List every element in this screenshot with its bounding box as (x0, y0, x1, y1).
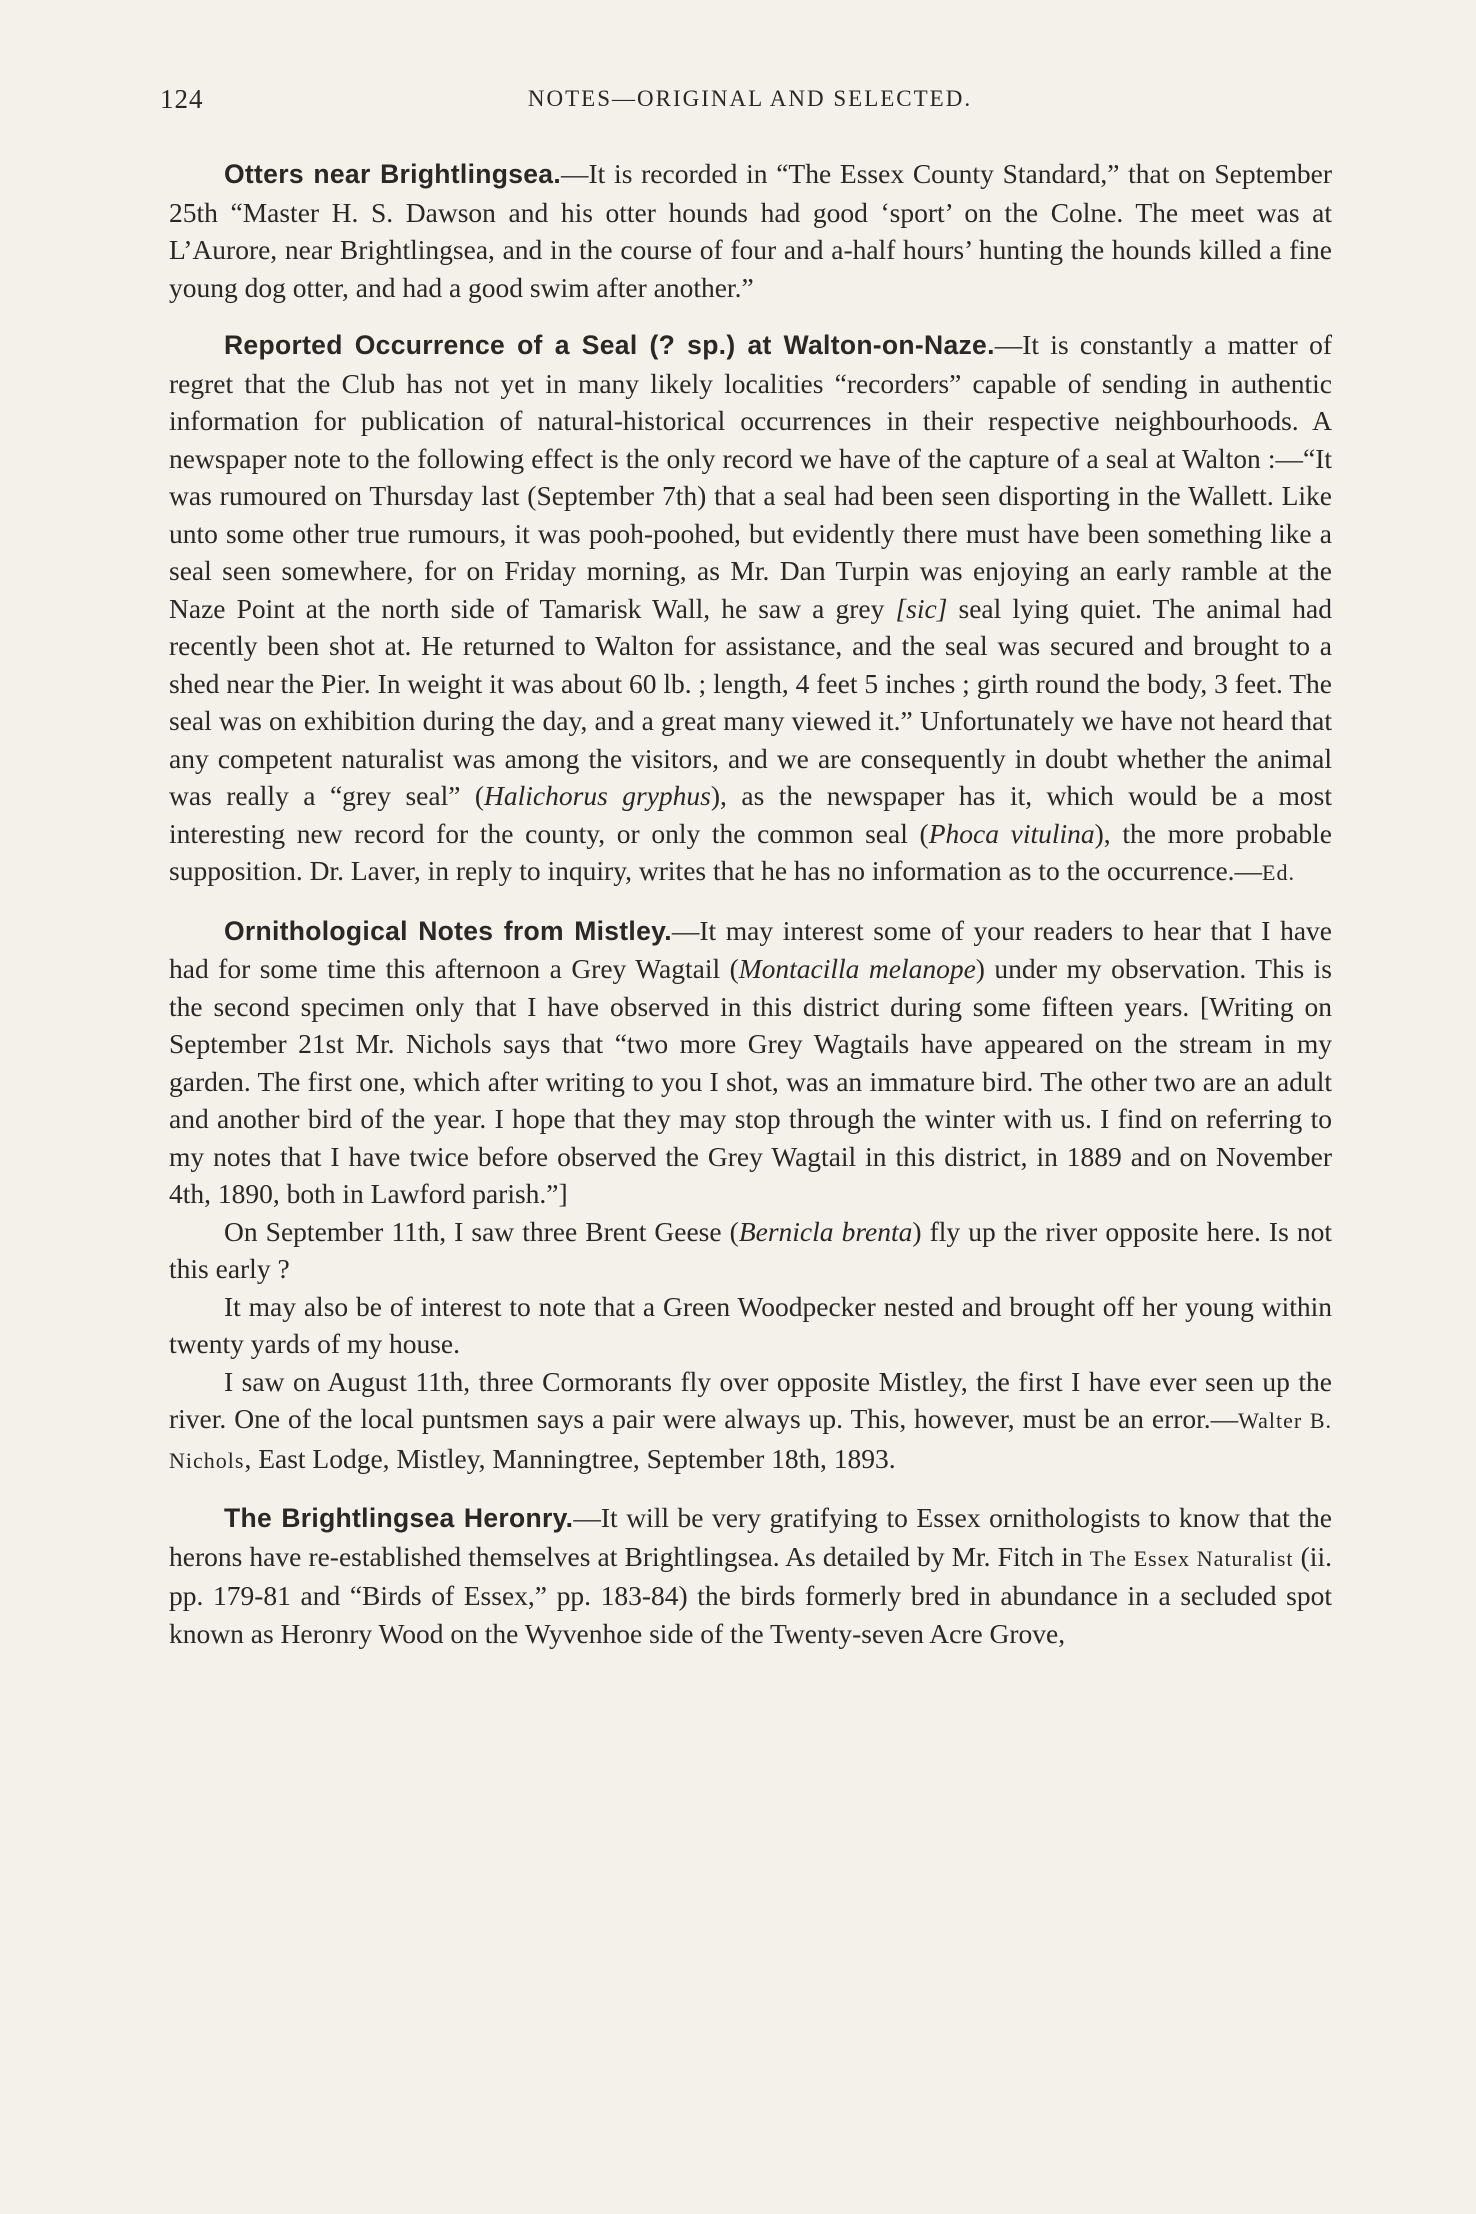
mistley-paragraph-4 (169, 1363, 1332, 1480)
species-grey-wagtail: Montacilla melanope (738, 953, 976, 984)
mistley-p4-text-2: , East Lodge, Mistley, Manningtree, September 18th, 1893. (244, 1442, 896, 1474)
seal-paragraph (169, 326, 1332, 892)
species-brent-geese: Bernicla brenta (738, 1215, 913, 1247)
mistley-p3-text: It may also be of interest to note that a Green Woodpecker nested and brought off her young within twenty yards of my house. (169, 1290, 1332, 1359)
mistley-p2-text-1: On September 11th, I saw three Brent Geese ( (224, 1215, 739, 1247)
mistley-p1-text-2: ) under my observation. This is the second specimen only that I have observed in this district during some fifteen years. [Writing on September 21st Mr. Nichols says that “two more Grey Wagtails have appeared on the stream in my garden. The first one, which after writing to you I shot, was an immature bird. The other two are an adult and another bird of the year. I hope that they may stop through the winter with us. I find on referring to my notes that I have twice before observed the Grey Wagtail in this district, in 1889 and on November 4th, 1890, both in Lawford parish.”] (169, 953, 1332, 1209)
heronry-paragraph (169, 1499, 1332, 1652)
page-header (160, 84, 1340, 124)
seal-text-1: —It is constantly a matter of regret that the Club has not yet in many likely localities “recorders” capable of sending in authentic information for publication of natural-historical occurrences in their respective neighbourhoods. A newspaper note to the following effect is the only record we have of the capture of a seal at Walton :—“It was rumoured on Thursday last (September 7th) that a seal had been seen disporting in the Wallett. Like unto some other true rumours, it was pooh-poohed, but evidently there must have been something like a seal seen somewhere, for on Friday morning, as Mr. Dan Turpin was enjoying an early ramble at the Naze Point at the north side of Tamarisk Wall, he saw a grey (169, 329, 1332, 624)
section-heading-otters: Otters near Brightlingsea. (224, 159, 561, 189)
mistley-paragraph-1 (169, 912, 1332, 1213)
mistley-p1-text-1: —It may interest some of your readers to hear that I have had for some time this afternoon a Grey Wagtail ( (169, 914, 1332, 984)
article-body (169, 155, 1332, 1652)
seal-text-4: ), the more probable supposition. Dr. Laver, in reply to inquiry, writes that he has no information as to the occurrence.— (169, 817, 1333, 886)
journal-title: The Essex Naturalist (1089, 1545, 1294, 1571)
mistley-p2-text-2: ) fly up the river opposite here. Is not this early ? (169, 1215, 1332, 1284)
heronry-text-1: —It will be very gratifying to Essex ornithologists to know that the herons have re-established themselves at Brightlingsea. As detailed by Mr. Fitch in (169, 1502, 1332, 1572)
section-heading-mistley: Ornithological Notes from Mistley. (224, 915, 672, 946)
section-heading-heronry: The Brightlingsea Heronry. (224, 1503, 574, 1533)
editor-signature: Ed. (1262, 860, 1295, 885)
sic-note: [sic] (895, 592, 948, 624)
page-number: 124 (160, 84, 204, 114)
otters-paragraph (169, 155, 1332, 306)
section-heading-seal: Reported Occurrence of a Seal (? sp.) at Walton-on-Naze. (224, 330, 995, 360)
seal-text-2: seal lying quiet. The animal had recently been shot at. He returned to Walton for assistance, and the seal was secured and brought to a shed near the Pier. In weight it was about 60 lb. ; length, 4 feet 5 inches ; girth round the body, 3 feet. The seal was on exhibition during the day, and a great many viewed it.” Unfortunately we have not heard that any competent naturalist was among the visitors, and we are consequently in doubt whether the animal was really a “grey seal” ( (169, 592, 1332, 811)
running-head: NOTES—ORIGINAL AND SELECTED. (527, 86, 973, 111)
species-common-seal: Phoca vitulina (928, 817, 1095, 849)
heronry-text-2: (ii. pp. 179-81 and “Birds of Essex,” pp. 183-84) the birds formerly bred in abundance in a secluded spot known as Heronry Wood on the Wyvenhoe side of the Twenty-seven Acre Grove, (169, 1540, 1332, 1649)
otters-text: —It is recorded in “The Essex County Standard,” that on September 25th “Master H. S. Dawson and his otter hounds had good ‘sport’ on the Colne. The meet was at L’Aurore, near Brightlingsea, and in the course of four and a-half hours’ hunting the hounds killed a fine young dog otter, and had a good swim after another.” (169, 158, 1332, 303)
mistley-p4-text-1: I saw on August 11th, three Cormorants fly over opposite Mistley, the first I have ever seen up the river. One of the local puntsmen says a pair were always up. This, however, must be an error.— (169, 1365, 1332, 1434)
mistley-paragraph-3 (169, 1288, 1332, 1363)
mistley-paragraph-2 (169, 1213, 1332, 1288)
species-grey-seal: Halichorus gryphus (484, 780, 711, 811)
seal-text-3: ), as the newspaper has it, which would be a most interesting new record for the county, or only the common seal ( (169, 780, 1332, 849)
author-signature: Walter B. Nichols (169, 1408, 1332, 1473)
